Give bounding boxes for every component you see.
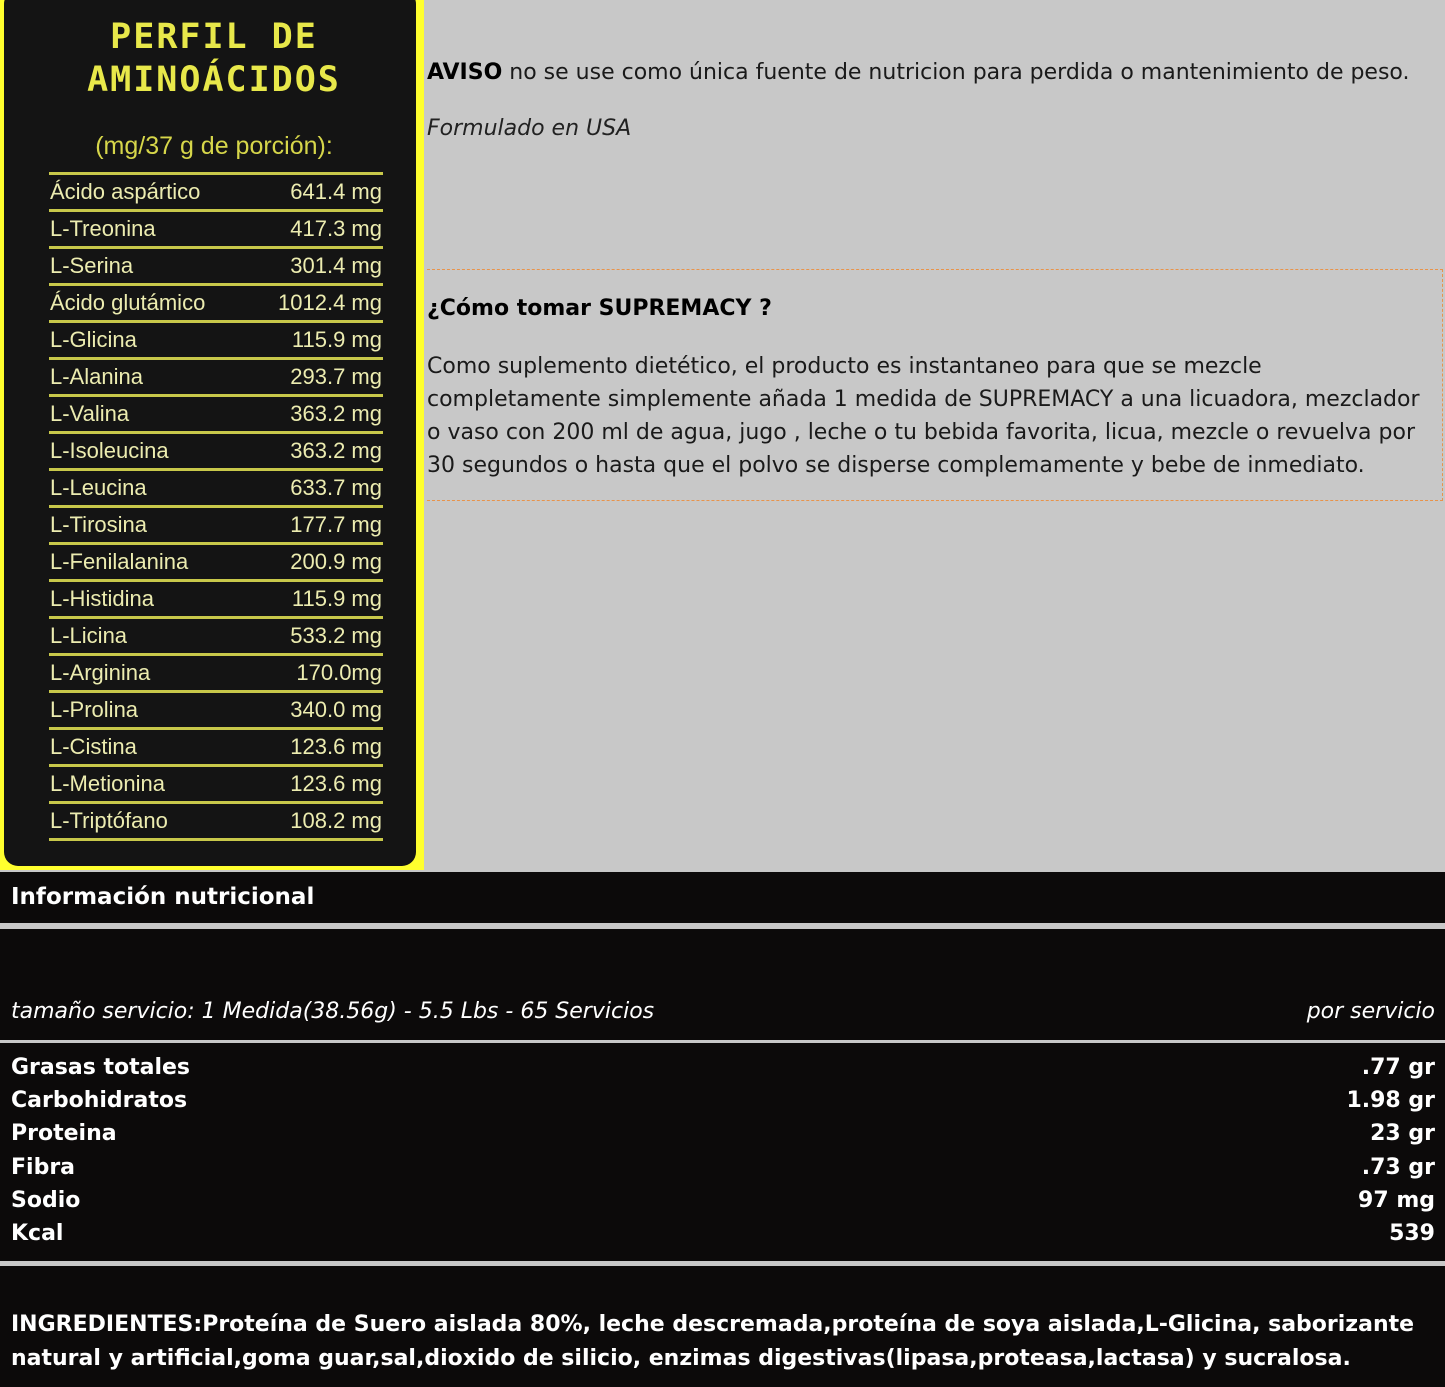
amino-value: 301.4 mg [290,253,382,278]
amino-value: 170.0mg [296,660,382,685]
amino-name: Ácido glutámico [50,290,206,315]
amino-name: L-Arginina [50,660,151,685]
amino-value: 115.9 mg [291,327,382,352]
amino-table [49,172,383,841]
nutrition-row [11,1155,1435,1180]
amino-name: Ácido aspártico [50,179,201,204]
amino-row [49,619,383,656]
nutrient-value: 23 gr [1370,1121,1435,1146]
amino-value: 1012.4 mg [278,290,382,315]
nutrition-table [0,1043,1445,1261]
warning-text: no se use como única fuente de nutricion para perdida o mantenimiento de peso. [502,60,1410,85]
serving-size-bar [0,929,1445,1040]
nutrient-name: Fibra [11,1155,76,1180]
ingredients-text: INGREDIENTES:Proteína de Suero aislada 80%, leche descremada,proteína de soya aislada,L-Glicina, saborizante natural y artificial,goma guar,sal,dioxido de silicio, enzimas digestivas(lipasa,proteasa,lactasa) y sucralosa. [11,1312,1415,1371]
nutrition-row [11,1221,1435,1246]
amino-value: 633.7 mg [290,475,382,500]
amino-value: 108.2 mg [290,808,382,833]
amino-row [49,582,383,619]
nutrient-name: Kcal [11,1221,64,1246]
nutrition-header [0,872,1445,923]
amino-name: L-Licina [50,623,128,648]
amino-row [49,360,383,397]
amino-row [49,804,383,841]
amino-name: L-Serina [50,253,134,278]
amino-row [49,730,383,767]
nutrient-value: .77 gr [1361,1055,1435,1080]
amino-value: 533.2 mg [290,623,382,648]
per-serving-label: por servicio [1306,999,1435,1024]
amino-row [49,508,383,545]
amino-name: L-Prolina [50,697,139,722]
amino-name: L-Tirosina [50,512,147,537]
ingredients-section [0,1266,1445,1387]
nutrient-value: 539 [1389,1221,1435,1246]
how-to-take-section [427,269,1443,501]
amino-name: L-Valina [50,401,130,426]
amino-value: 363.2 mg [290,438,382,463]
amino-name: L-Histidina [50,586,154,611]
how-to-title: ¿Cómo tomar SUPREMACY ? [427,296,772,321]
amino-name: L-Leucina [50,475,147,500]
amino-row [49,471,383,508]
amino-name: L-Alanina [50,364,143,389]
amino-value: 123.6 mg [290,771,382,796]
amino-row [49,323,383,360]
nutrient-value: .73 gr [1361,1155,1435,1180]
how-to-text: Como suplemento dietético, el producto es instantaneo para que se mezcle completamente simplemente añada 1 medida de SUPREMACY a una licuadora, mezclador o vaso con 200 ml de agua, jugo , leche o tu bebida favorita, licua, mezcle o revuelva por 30 segundos o hasta que el polvo se disperse complemamente y bebe de inmediato. [427,354,1420,478]
amino-row [49,286,383,323]
warning-label: AVISO [427,60,503,85]
nutrition-row [11,1188,1435,1213]
amino-name: L-Triptófano [50,808,168,833]
nutrition-row [11,1088,1435,1113]
nutrient-value: 97 mg [1358,1188,1435,1213]
amino-row [49,693,383,730]
amino-acid-profile-panel [0,0,424,870]
warning-notice [427,60,1437,85]
nutrient-name: Sodio [11,1188,81,1213]
amino-row [49,249,383,286]
amino-row [49,434,383,471]
nutrient-name: Carbohidratos [11,1088,188,1113]
nutrition-title: Información nutricional [11,884,315,910]
amino-row [49,656,383,693]
amino-name: L-Treonina [50,216,156,241]
amino-name: L-Glicina [50,327,137,352]
amino-name: L-Cistina [50,734,137,759]
amino-value: 200.9 mg [290,549,382,574]
formulated-in: Formulado en USA [427,116,632,141]
nutrition-row [11,1055,1435,1080]
amino-name: L-Isoleucina [50,438,169,463]
amino-row [49,175,383,212]
amino-row [49,212,383,249]
amino-acid-label-card [4,0,416,866]
amino-row [49,397,383,434]
amino-value: 293.7 mg [290,364,382,389]
amino-value: 641.4 mg [290,179,382,204]
nutrient-name: Proteina [11,1121,117,1146]
amino-subtitle: (mg/37 g de porción): [95,132,333,160]
amino-value: 363.2 mg [290,401,382,426]
nutrient-value: 1.98 gr [1346,1088,1435,1113]
amino-value: 340.0 mg [290,697,382,722]
serving-size: tamaño servicio: 1 Medida(38.56g) - 5.5 Lbs - 65 Servicios [11,999,655,1024]
amino-row [49,545,383,582]
amino-value: 417.3 mg [290,216,382,241]
amino-name: L-Fenilalanina [50,549,189,574]
amino-row [49,767,383,804]
amino-name: L-Metionina [50,771,165,796]
nutrient-name: Grasas totales [11,1055,190,1080]
nutrition-row [11,1121,1435,1146]
amino-value: 123.6 mg [290,734,382,759]
amino-value: 115.9 mg [291,586,382,611]
amino-title: PERFIL DE AMINOÁCIDOS [87,17,341,100]
amino-value: 177.7 mg [290,512,382,537]
